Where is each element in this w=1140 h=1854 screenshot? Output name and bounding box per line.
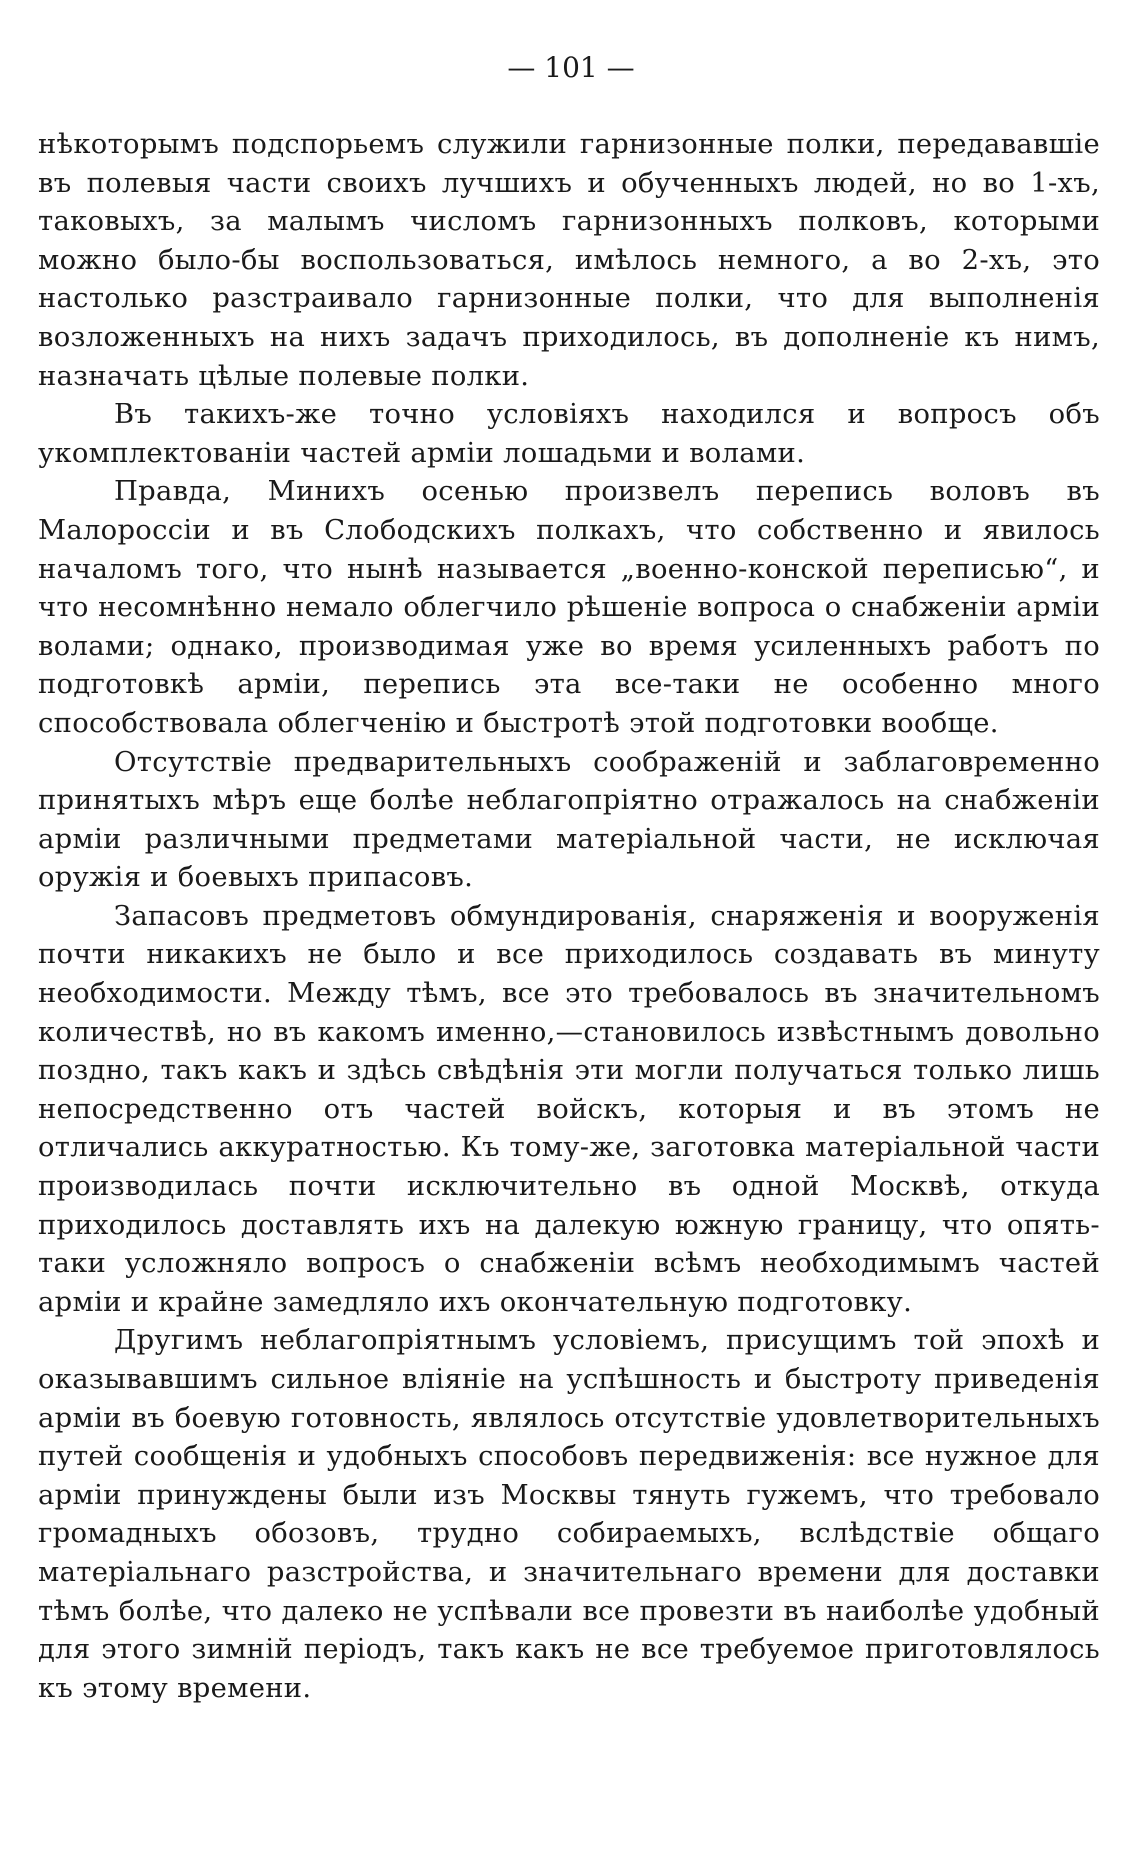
paragraph: Въ такихъ-же точно условіяхъ находился и вопросъ объ укомплектованіи частей арміи лошадьми и волами. (38, 399, 1100, 469)
paragraph-continued: нѣкоторымъ подспорьемъ служили гарнизонные полки, передававшіе въ полевыя части своихъ лучшихъ и обученныхъ людей, но во 1-хъ, таковыхъ, за малымъ числомъ гарнизонныхъ полковъ, которыми можно было-бы воспользоваться, имѣлось немного, а во 2-хъ, это настолько разстраивало гарнизонные полки, что для выполненія возложенныхъ на нихъ задачъ приходилось, въ дополненіе къ нимъ, назначать цѣлые полевые полки. (38, 129, 1100, 392)
book-page (38, 50, 1100, 1708)
paragraph: Правда, Минихъ осенью произвелъ перепись воловъ въ Малороссіи и въ Слободскихъ полкахъ, что собственно и явилось началомъ того, что нынѣ называется „военно-конской переписью“, и что несомнѣнно немало облегчило рѣшеніе вопроса о снабженіи арміи волами; однако, производимая уже во время усиленныхъ работъ по подготовкѣ арміи, перепись эта все-таки не особенно много способствовала облегченію и быстротѣ этой подготовки вообще. (38, 476, 1100, 739)
paragraph: Другимъ неблагопріятнымъ условіемъ, присущимъ той эпохѣ и оказывавшимъ сильное вліяніе на успѣшность и быстроту приведенія арміи въ боевую готовность, являлось отсутствіе удовлетворительныхъ путей сообщенія и удобныхъ способовъ передвиженія: все нужное для арміи принуждены были изъ Москвы тянуть гужемъ, что требовало громадныхъ обозовъ, трудно собираемыхъ, вслѣдствіе общаго матеріальнаго разстройства, и значительнаго времени для доставки тѣмъ болѣе, что далеко не успѣвали все провезти въ наиболѣе удобный для этого зимній періодъ, такъ какъ не все требуемое приготовлялось къ этому времени. (38, 1325, 1100, 1704)
paragraph: Отсутствіе предварительныхъ соображеній и заблаговременно принятыхъ мѣръ еще болѣе неблагопріятно отражалось на снабженіи арміи различными предметами матеріальной части, не исключая оружія и боевыхъ припасовъ. (38, 746, 1100, 894)
paragraph: Запасовъ предметовъ обмундированія, снаряженія и вооруженія почти никакихъ не было и все приходилось создавать въ минуту необходимости. Между тѣмъ, все это требовалось въ значительномъ количествѣ, но въ какомъ именно,—становилось извѣстнымъ довольно поздно, такъ какъ и здѣсь свѣдѣнія эти могли получаться только лишь непосредственно отъ частей войскъ, которыя и въ этомъ не отличались аккуратностью. Къ тому-же, заготовка матеріальной части производилась почти исключительно въ одной Москвѣ, откуда приходилось доставлять ихъ на далекую южную границу, что опять-таки усложняло вопросъ о снабженіи всѣмъ необходимымъ частей арміи и крайне замедляло ихъ окончательную подготовку. (38, 900, 1100, 1318)
page-number: — 101 — (507, 51, 635, 84)
